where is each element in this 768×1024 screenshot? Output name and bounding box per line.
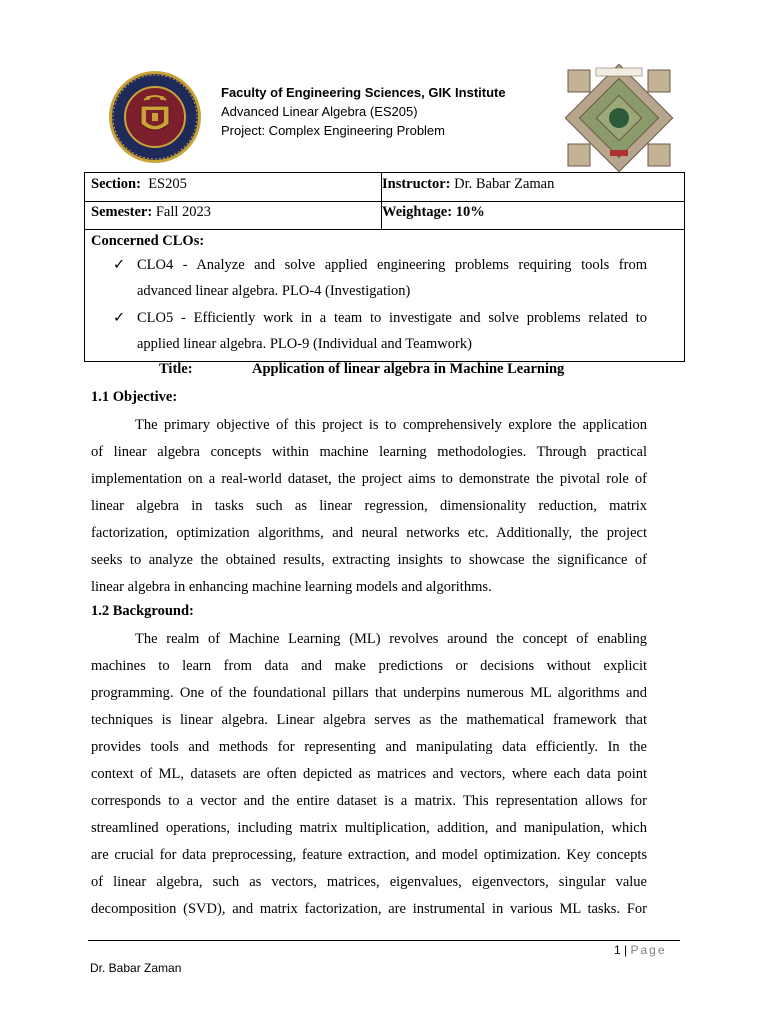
semester-value: Fall 2023 bbox=[155, 204, 211, 220]
clo-text: CLO4 - Analyze and solve applied engineering problems requiring tools from bbox=[137, 257, 647, 273]
clo-text: advanced linear algebra. PLO-4 (Investigation) bbox=[137, 283, 411, 299]
table-row bbox=[85, 173, 684, 202]
section-value: ES205 bbox=[148, 176, 187, 192]
faculty-name: Faculty of Engineering Sciences, GIK Institute bbox=[221, 85, 506, 100]
institute-seal-logo bbox=[108, 70, 202, 164]
clo-item bbox=[115, 305, 647, 357]
instructor-value: Dr. Babar Zaman bbox=[454, 176, 555, 192]
section-cell bbox=[85, 173, 382, 201]
page-word: Page bbox=[630, 943, 667, 957]
clos-heading: Concerned CLOs: bbox=[91, 233, 205, 249]
semester-cell bbox=[85, 201, 382, 229]
objective-paragraph bbox=[91, 412, 647, 601]
background-paragraph bbox=[91, 626, 647, 923]
text-line: corresponds to a vector and the entire dataset is a matrix. This representation allows for bbox=[91, 793, 647, 809]
section-heading-background: 1.2 Background: bbox=[91, 603, 194, 619]
project-title bbox=[159, 361, 565, 378]
text-line: techniques is linear algebra. Linear algebra serves as the mathematical framework that bbox=[91, 712, 647, 728]
text-line: programming. One of the foundational pillars that underpins numerous ML algorithms and bbox=[91, 685, 647, 701]
footer-divider bbox=[88, 940, 680, 941]
course-info-table bbox=[84, 172, 685, 362]
text-line: The primary objective of this project is to comprehensively explore the application bbox=[135, 417, 647, 433]
footer-author: Dr. Babar Zaman bbox=[90, 961, 182, 975]
project-name: Project: Complex Engineering Problem bbox=[221, 123, 445, 138]
text-line: linear algebra in enhancing machine learning models and algorithms. bbox=[91, 579, 492, 595]
text-line: The realm of Machine Learning (ML) revolves around the concept of enabling bbox=[135, 631, 647, 647]
text-line: are crucial for data preprocessing, feature extraction, and model optimization. Key concepts bbox=[91, 847, 647, 863]
page-separator: | bbox=[624, 943, 628, 957]
section-label: Section: bbox=[91, 176, 141, 192]
instructor-label: Instructor: bbox=[382, 176, 451, 192]
title-value: Application of linear algebra in Machine Learning bbox=[252, 361, 565, 377]
clo-text: applied linear algebra. PLO-9 (Individual and Teamwork) bbox=[137, 336, 472, 352]
text-line: implementation on a real-world dataset, the project aims to demonstrate the pivotal role of bbox=[91, 471, 647, 487]
text-line: decomposition (SVD), and matrix factorization, are instrumental in various ML tasks. For bbox=[91, 901, 647, 917]
text-line: factorization, optimization algorithms, and neural networks etc. Additionally, the project bbox=[91, 525, 647, 541]
check-icon: ✓ bbox=[113, 257, 126, 273]
semester-label: Semester: bbox=[91, 204, 153, 220]
text-line: linear algebra in tasks such as linear regression, dimensionality reduction, matrix bbox=[91, 498, 647, 514]
clo-text: CLO5 - Efficiently work in a team to investigate and solve problems related to bbox=[137, 310, 647, 326]
title-label: Title: bbox=[159, 361, 193, 377]
weightage-label: Weightage: 10% bbox=[382, 204, 485, 220]
text-line: context of ML, datasets are often depicted as matrices and vectors, where each data point bbox=[91, 766, 647, 782]
text-line: machines to learn from data and make predictions or decisions without explicit bbox=[91, 658, 647, 674]
campus-floor-plan-logo bbox=[560, 64, 678, 172]
page-number bbox=[614, 943, 667, 957]
weightage-cell bbox=[376, 201, 684, 229]
instructor-cell bbox=[376, 173, 684, 201]
check-icon: ✓ bbox=[113, 310, 126, 326]
table-row bbox=[85, 201, 684, 230]
text-line: of linear algebra, such as vectors, matrices, eigenvalues, eigenvectors, singular value bbox=[91, 874, 647, 890]
text-line: of linear algebra concepts within machine learning methodologies. Through practical bbox=[91, 444, 647, 460]
text-line: provides tools and methods for representing and manipulating data efficiently. In the bbox=[91, 739, 647, 755]
text-line: streamlined operations, including matrix multiplication, addition, and manipulation, which bbox=[91, 820, 647, 836]
course-name: Advanced Linear Algebra (ES205) bbox=[221, 104, 418, 119]
text-line: seeks to analyze the obtained results, extracting insights to showcase the significance of bbox=[91, 552, 647, 568]
clo-item bbox=[115, 252, 647, 304]
concerned-clos bbox=[85, 229, 684, 352]
document-header bbox=[221, 83, 506, 140]
section-heading-objective: 1.1 Objective: bbox=[91, 389, 178, 405]
page-number-value: 1 bbox=[614, 943, 621, 957]
